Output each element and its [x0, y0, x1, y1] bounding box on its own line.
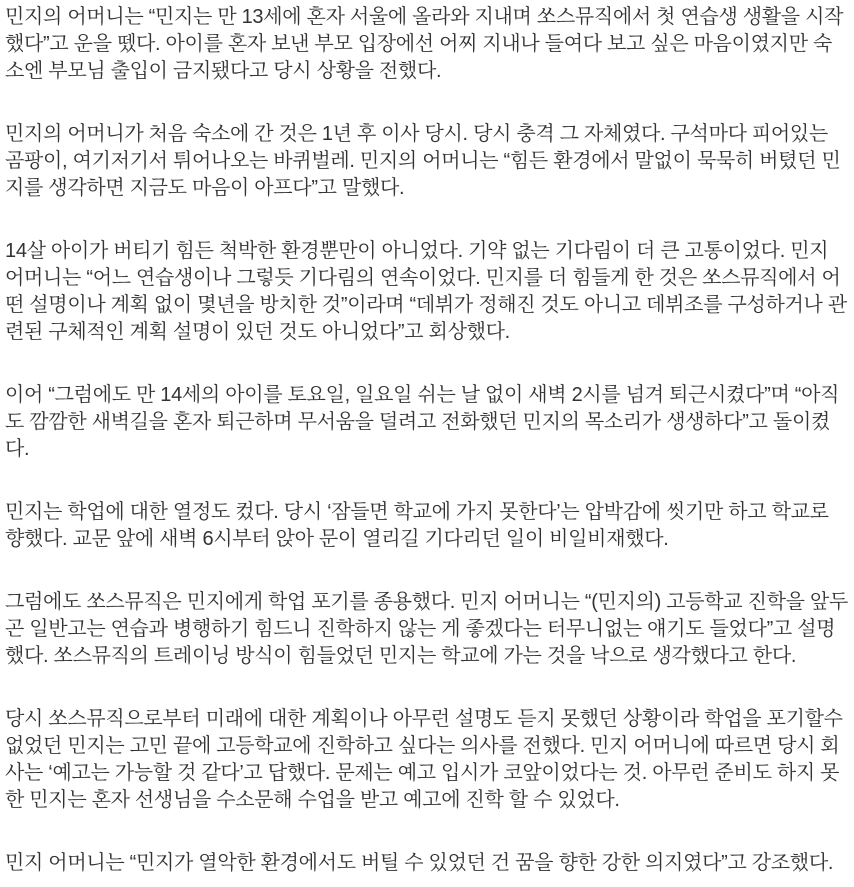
article-paragraph-6: 그럼에도 쏘스뮤직은 민지에게 학업 포기를 종용했다. 민지 어머니는 “(민지의) 고등학교 진학을 앞두곤 일반고는 연습과 병행하기 힘드니 진학하지 않는 게 좋겠다는 터무니없는 얘기도 들었다”고 설명했다. 쏘스뮤직의 트레이닝 방식이 힘들었던 민지는 학교에 가는 것을 낙으로 생각했다고 한다.: [5, 591, 848, 667]
article-paragraph-7: 당시 쏘스뮤직으로부터 미래에 대한 계획이나 아무런 설명도 듣지 못했던 상황이라 학업을 포기할수 없었던 민지는 고민 끝에 고등학교에 진학하고 싶다는 의사를 전했다. 민지 어머니에 따르면 당시 회사는 ‘예고는 가능할 것 같다’고 답했다. 문제는 예고 입시가 코앞이었다는 것. 아무런 준비도 하지 못한 민지는 혼자 선생님을 수소문해 수업을 받고 예고에 진학 할 수 있었다.: [5, 708, 843, 811]
article-paragraph-5: 민지는 학업에 대한 열정도 컸다. 당시 ‘잠들면 학교에 가지 못한다’는 압박감에 씻기만 하고 학교로 향했다. 교문 앞에 새벽 6시부터 앉아 문이 열리길 기다리던 일이 비일비재했다.: [5, 501, 829, 550]
article-paragraph-3: 14살 아이가 버티기 힘든 척박한 환경뿐만이 아니었다. 기약 없는 기다림이 더 큰 고통이었다. 민지 어머니는 “어느 연습생이나 그렇듯 기다림의 연속이었다. 민지를 더 힘들게 한 것은 쏘스뮤직에서 어떤 설명이나 계획 없이 몇년을 방치한 것”이라며 “데뷔가 정해진 것도 아니고 데뷔조를 구성하거나 관련된 구체적인 계획 설명이 있던 것도 아니었다”고 회상했다.: [5, 240, 847, 343]
article-paragraph-4: 이어 “그럼에도 만 14세의 아이를 토요일, 일요일 쉬는 날 없이 새벽 2시를 넘겨 퇴근시켰다”며 “아직도 깜깜한 새벽길을 혼자 퇴근하며 무서움을 덜려고 전화했던 민지의 목소리가 생생하다”고 돌이켰다.: [5, 384, 840, 460]
article-paragraph-1: 민지의 어머니는 “민지는 만 13세에 혼자 서울에 올라와 지내며 쏘스뮤직에서 첫 연습생 생활을 시작했다”고 운을 뗐다. 아이를 혼자 보낸 부모 입장에선 어찌 지내나 들여다 보고 싶은 마음이였지만 숙소엔 부모님 출입이 금지됐다고 당시 상황을 전했다.: [5, 6, 844, 82]
article-paragraph-2: 민지의 어머니가 처음 숙소에 간 것은 1년 후 이사 당시. 당시 충격 그 자체였다. 구석마다 피어있는 곰팡이, 여기저기서 튀어나오는 바퀴벌레. 민지의 어머니는 “힘든 환경에서 말없이 묵묵히 버텼던 민지를 생각하면 지금도 마음이 아프다”고 말했다.: [5, 123, 841, 199]
article-paragraph-8: 민지 어머니는 “민지가 열악한 환경에서도 버틸 수 있었던 건 꿈을 향한 강한 의지였다”고 강조했다.: [5, 852, 834, 874]
